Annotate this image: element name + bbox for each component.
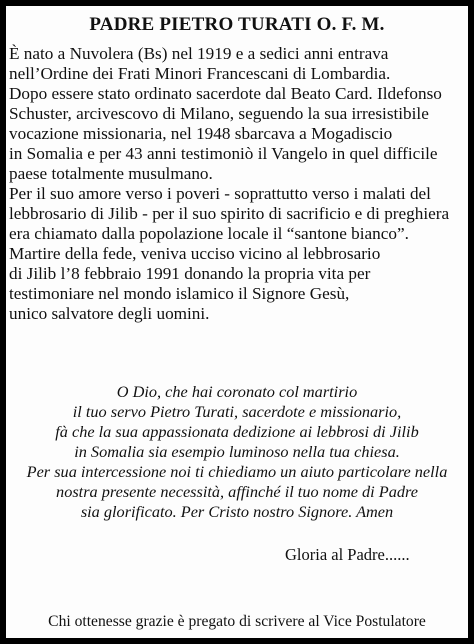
prayer-line: O Dio, che hai coronato col martirio [116,382,358,401]
prayer-card [6,6,468,638]
bio-line: Dopo essere stato ordinato sacerdote dal Beato Card. Ildefonso [9,84,442,103]
bio-line: Schuster, arcivescovo di Milano, seguendo la sua irresistibile [9,104,429,123]
bio-line: vocazione missionaria, nel 1948 sbarcava a Mogadiscio [9,124,393,143]
prayer-line: in Somalia sia esempio luminoso nella tua chiesa. [74,442,400,461]
bio-line: È nato a Nuvolera (Bs) nel 1919 e a sedici anni entrava [9,44,389,63]
prayer-line: nostra presente necessità, affinché il tuo nome di Padre [56,482,418,501]
bio-line: testimoniare nel mondo islamico il Signore Gesù, [9,284,350,303]
bio-line: paese totalmente musulmano. [9,164,213,183]
page-title: PADRE PIETRO TURATI O. F. M. [89,14,385,35]
prayer-line: Per sua intercessione noi ti chiediamo un aiuto particolare nella [26,462,448,481]
prayer-line: sia glorificato. Per Cristo nostro Signore. Amen [80,502,394,521]
bio-line: Martire della fede, veniva ucciso vicino al lebbrosario [9,244,381,263]
bio-line: era chiamato dalla popolazione locale il “santone bianco”. [9,224,409,243]
bio-line: di Jilib l’8 febbraio 1991 donando la propria vita per [9,264,371,283]
bio-line: in Somalia e per 43 anni testimoniò il Vangelo in quel difficile [9,144,438,163]
prayer-line: fà che la sua appassionata dedizione ai lebbrosi di Jilib [55,422,419,441]
bio-line: nell’Ordine dei Frati Minori Francescani di Lombardia. [9,64,391,83]
bio-line: lebbrosario di Jilib - per il suo spirito di sacrificio e di preghiera [9,204,450,223]
gloria-text: Gloria al Padre...... [285,545,410,564]
prayer-line: il tuo servo Pietro Turati, sacerdote e missionario, [72,402,402,421]
bio-line: unico salvatore degli uomini. [9,304,210,323]
footer-note: Chi ottenesse grazie è pregato di scrivere al Vice Postulatore [48,613,426,630]
bio-line: Per il suo amore verso i poveri - soprattutto verso i malati del [9,184,431,203]
